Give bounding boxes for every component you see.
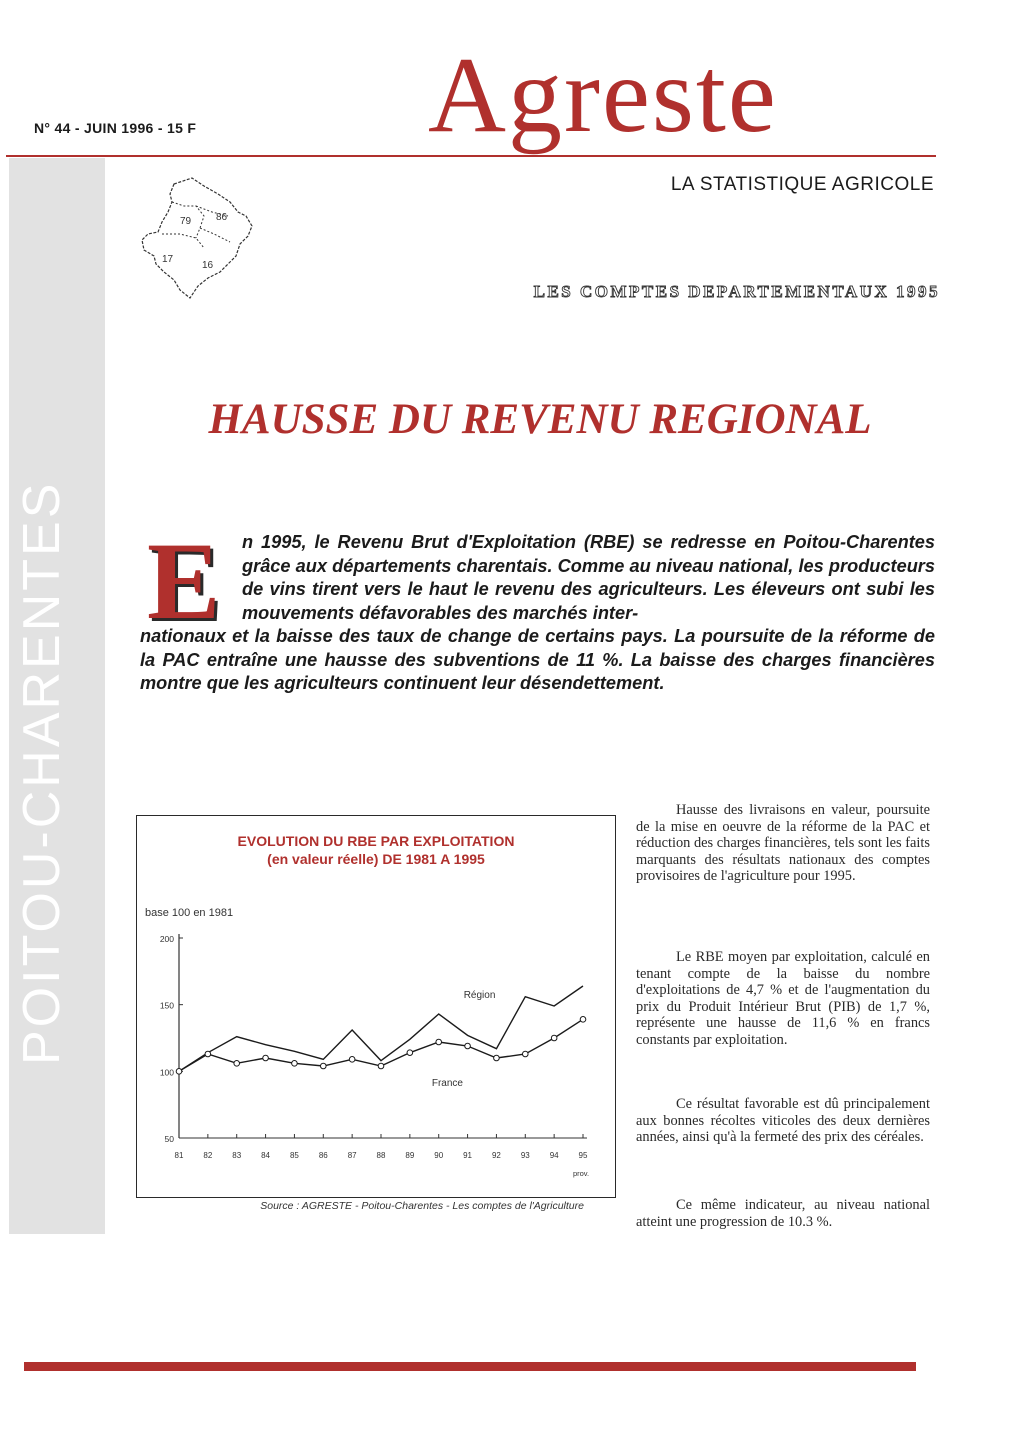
map-label-86: 86 <box>216 212 228 223</box>
x-tick-label: 85 <box>289 1151 299 1160</box>
data-point-france <box>349 1057 355 1063</box>
x-tick-label: 89 <box>405 1151 415 1160</box>
drop-cap: E <box>147 520 221 642</box>
map-label-79: 79 <box>180 216 192 227</box>
x-tick-label: 84 <box>261 1151 271 1160</box>
y-tick-label: 50 <box>164 1134 174 1144</box>
issue-info: N° 44 - JUIN 1996 - 15 F <box>34 120 197 136</box>
data-point-france <box>580 1017 586 1023</box>
region-label: POITOU-CHARENTES <box>13 480 71 1065</box>
map-label-17: 17 <box>162 254 174 265</box>
y-axis-label: base 100 en 1981 <box>145 907 234 919</box>
chart <box>137 816 615 1197</box>
x-tick-label: 90 <box>434 1151 444 1160</box>
x-tick-label: 86 <box>318 1151 328 1160</box>
series-label-region: Région <box>463 990 496 1001</box>
chart-source: Source : AGRESTE - Poitou-Charentes - Les comptes de l'Agriculture <box>260 1200 584 1212</box>
data-point-france <box>522 1051 528 1057</box>
column-paragraph-3: Ce résultat favorable est dû principalement aux bonnes récoltes viticoles des deux dernières années, ainsi qu'à la fermeté des prix des céréales. <box>636 1096 930 1146</box>
data-point-france <box>176 1069 182 1075</box>
publication-subtitle: LA STATISTIQUE AGRICOLE <box>670 174 934 195</box>
series-title: LES COMPTES DEPARTEMENTAUX 1995 <box>533 282 940 301</box>
y-tick-label: 200 <box>159 934 174 944</box>
column-paragraph-4: Ce même indicateur, au niveau national atteint une progression de 10.3 %. <box>636 1197 930 1230</box>
x-tick-label: 94 <box>549 1151 559 1160</box>
data-point-france <box>436 1039 442 1045</box>
lead-paragraph-2: nationaux et la baisse des taux de change de certains pays. La poursuite de la réforme de la PAC entraîne une hausse des subventions de 11 %. La baisse des charges financières montre que les agriculteurs continuent leur désendettement. <box>140 626 935 694</box>
data-point-france <box>494 1055 500 1061</box>
x-tick-label: 82 <box>203 1151 213 1160</box>
chart-frame <box>136 815 616 1198</box>
y-tick-label: 100 <box>159 1067 174 1078</box>
chart-title-line2: (en valeur réelle) DE 1981 A 1995 <box>267 851 485 867</box>
brand-logo: Agreste <box>428 36 778 155</box>
data-point-france <box>465 1043 471 1049</box>
bottom-rule <box>24 1362 916 1371</box>
x-tick-label: 83 <box>232 1151 242 1160</box>
data-point-france <box>263 1055 269 1061</box>
data-point-france <box>205 1051 211 1057</box>
x-note-label: prov. <box>572 1169 590 1178</box>
headline: HAUSSE DU REVENU REGIONAL <box>208 396 872 443</box>
top-rule <box>6 155 936 157</box>
x-tick-label: 92 <box>491 1151 501 1160</box>
data-point-france <box>292 1061 298 1067</box>
data-point-france <box>320 1063 326 1069</box>
chart-title-line1: EVOLUTION DU RBE PAR EXPLOITATION <box>237 833 515 849</box>
data-point-france <box>407 1050 413 1056</box>
column-paragraph-2: Le RBE moyen par exploitation, calculé en tenant compte de la baisse du nombre d'exploitations de 4,7 % et de l'augmentation du prix du Produit Intérieur Brut (PIB) de 1,7 %, représente une hausse de 11,6 % en francs constants par exploitation. <box>636 949 930 1048</box>
x-tick-label: 95 <box>578 1151 588 1160</box>
series-label-france: France <box>431 1078 463 1089</box>
data-point-france <box>378 1063 384 1069</box>
data-point-france <box>551 1035 557 1041</box>
lead-paragraph-1: n 1995, le Revenu Brut d'Exploitation (RBE) se redresse en Poitou-Charentes grâce aux départements charentais. Comme au niveau national, les producteurs de vins tirent vers le haut le revenu des agriculteurs. Les éleveurs ont subi les mouvements défavorables des marchés inter- <box>242 532 935 623</box>
x-tick-label: 81 <box>174 1151 184 1160</box>
x-tick-label: 91 <box>463 1151 473 1160</box>
x-tick-label: 87 <box>347 1151 357 1160</box>
map-label-16: 16 <box>202 260 214 271</box>
data-point-france <box>234 1061 240 1067</box>
y-tick-label: 150 <box>159 1000 174 1011</box>
column-paragraph-1: Hausse des livraisons en valeur, poursuite de la mise en oeuvre de la réforme de la PAC et réduction des charges financières, tels sont les faits marquants des résultats nationaux des comptes provisoires de l'agriculture pour 1995. <box>636 802 930 885</box>
x-tick-label: 88 <box>376 1151 386 1160</box>
x-tick-label: 93 <box>520 1151 530 1160</box>
region-map-icon <box>134 172 264 307</box>
series-line-region <box>179 986 583 1071</box>
